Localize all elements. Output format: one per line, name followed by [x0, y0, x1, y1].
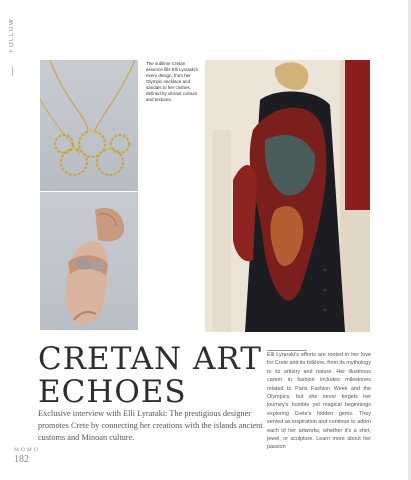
headline — [38, 343, 268, 409]
page-number: 182 — [14, 454, 29, 465]
headline-line-1: CRETAN ART — [38, 341, 262, 377]
side-label-follow: FOLLOW — [9, 18, 15, 53]
photo-caption: The sublime Cretan essence fills Elli Lyraraki's every design, from her Olympic necklace and sandals to her clothes, defined by vibrant colours and textures. — [146, 61, 198, 102]
headline-line-2: ECHOES — [38, 374, 187, 410]
photo-sandal — [40, 192, 138, 330]
sandal-illustration — [40, 192, 138, 330]
intro-paragraph: Exclusive interview with Elli Lyraraki: The prestigious designer promotes Crete by connecting her creations with the islands ancient customs and Minoan culture. — [38, 409, 263, 442]
model-illustration — [205, 60, 370, 332]
photo-necklace — [40, 60, 138, 191]
side-rule — [12, 66, 13, 76]
photo-model — [205, 60, 370, 332]
body-paragraph: Elli Lyraraki's efforts are rooted in her love for Crete and its folklore, from its mythology to its artistry and nature. Her illustrious career in fashion includes milestones related to Paris Fashion Week and the Olympics, but she never forgets her journey's humble yet magical beginnings exploring Crete's hidden gems. They served as inspiration and continue to adorn each of her artworks, whether it's a shirt, jewel, or sculpture. Learn more about her passion — [267, 352, 371, 451]
necklace-illustration — [40, 60, 138, 191]
magazine-name: MOMO — [14, 447, 40, 453]
